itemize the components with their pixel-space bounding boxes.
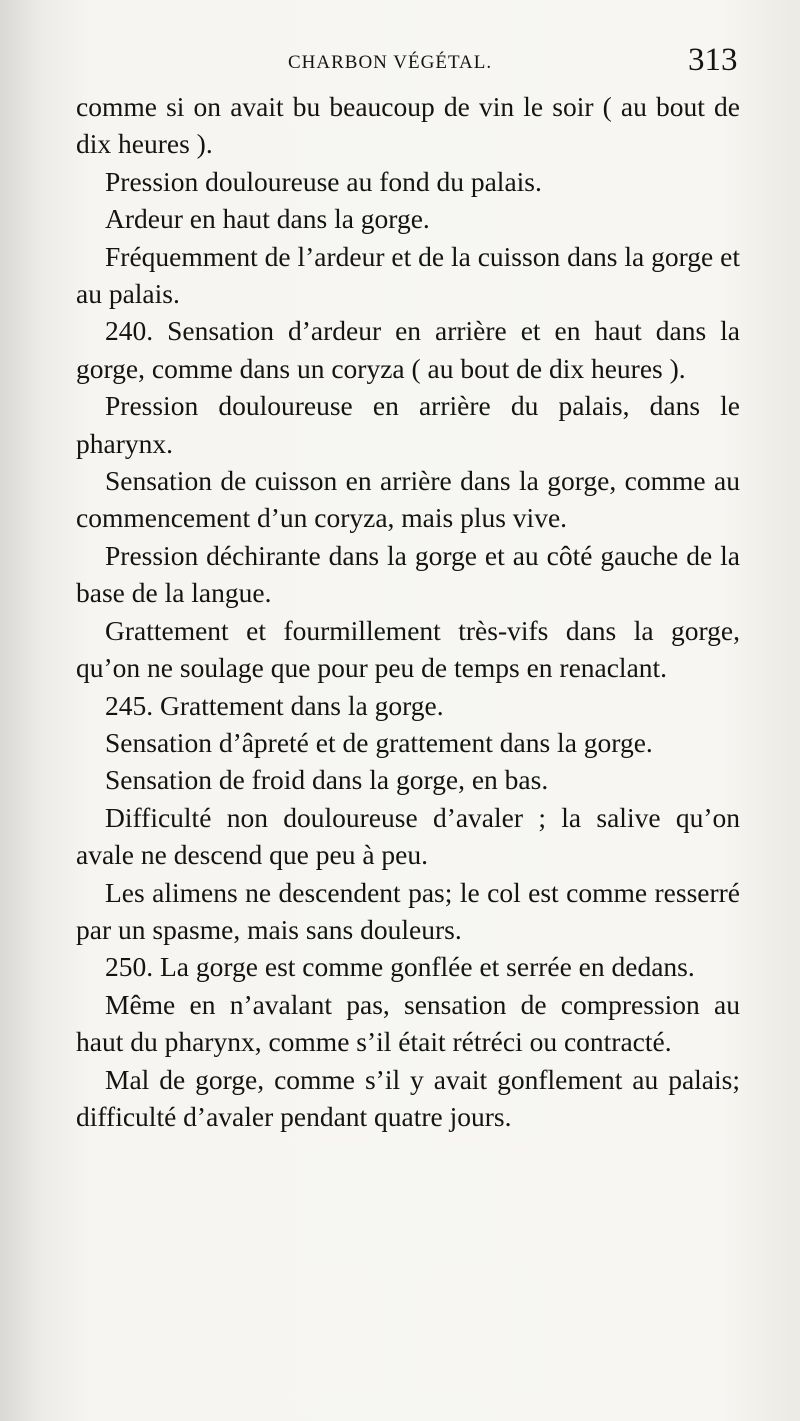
paragraph: Sensation de cuisson en arrière dans la gorge, comme au commencement d’un coryza, mais plus vive. (76, 465, 740, 534)
paragraph: Même en n’avalant pas, sensation de compression au haut du pharynx, comme s’il était rétréci ou contracté. (76, 988, 740, 1058)
paragraph: Difficulté non douloureuse d’avaler ; la salive qu’on avale ne descend que peu à peu. (76, 801, 740, 871)
paragraph: 245. Grattement dans la gorge. (105, 689, 444, 721)
paragraph: Mal de gorge, comme s’il y avait gonflement au palais; difficulté d’avaler pendant quatre jours. (76, 1063, 740, 1132)
paragraph: Ardeur en haut dans la gorge. (105, 203, 430, 235)
paragraph: Sensation de froid dans la gorge, en bas. (105, 764, 549, 796)
paragraph: Pression douloureuse au fond du palais. (105, 165, 542, 197)
page-number: 313 (688, 42, 738, 78)
paragraph: Pression déchirante dans la gorge et au côté gauche de la base de la langue. (76, 539, 740, 609)
body-text (76, 88, 740, 1135)
page-header (0, 42, 800, 86)
paragraph: comme si on avait bu beaucoup de vin le soir ( au bout de dix heures ). (76, 91, 740, 160)
paragraph: Les alimens ne descendent pas; le col est comme resserré par un spasme, mais sans douleurs. (76, 876, 740, 945)
paragraph: Pression douloureuse en arrière du palais, dans le pharynx. (76, 390, 740, 459)
running-title: CHARBON VÉGÉTAL. (288, 52, 493, 73)
paragraph: Fréquemment de l’ardeur et de la cuisson dans la gorge et au palais. (76, 240, 740, 310)
paragraph: 250. La gorge est comme gonflée et serrée en dedans. (105, 951, 695, 983)
paragraph: Sensation d’âpreté et de grattement dans la gorge. (105, 726, 653, 758)
paragraph: 240. Sensation d’ardeur en arrière et en haut dans la gorge, comme dans un coryza ( au bout de dix heures ). (76, 315, 740, 384)
paragraph: Grattement et fourmillement très-vifs dans la gorge, qu’on ne soulage que pour peu de temps en renaclant. (76, 614, 740, 684)
